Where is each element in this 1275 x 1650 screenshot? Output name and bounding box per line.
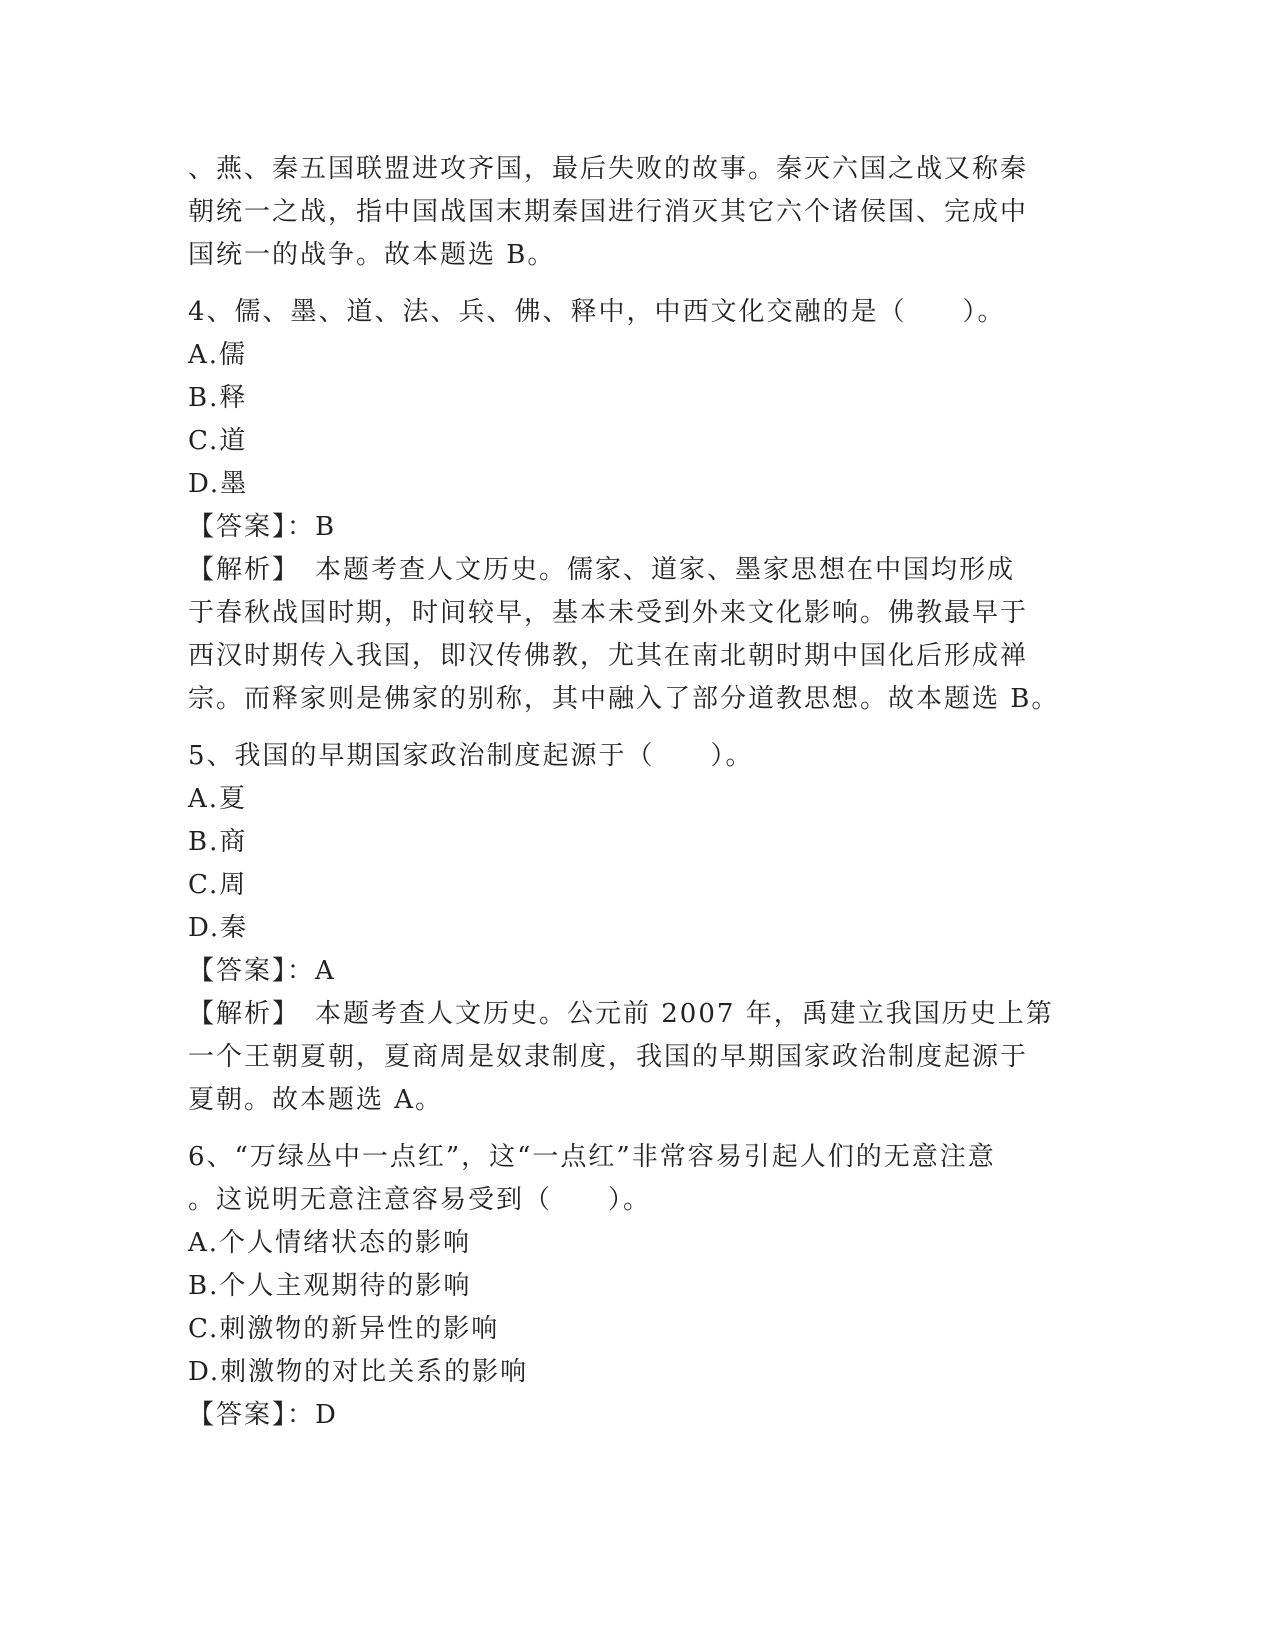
question-text: 6、“万绿丛中一点红”，这“一点红”非常容易引起人们的无意注意 [188,1142,996,1172]
option-d: D.墨 [188,469,249,499]
question-text: 5、我国的早期国家政治制度起源于（ ）。 [188,741,754,771]
option-b: B.商 [188,827,248,857]
option-b: B.释 [188,383,248,413]
option-d: D.秦 [188,913,249,943]
question-6 [188,1136,1068,1437]
analysis-line: 西汉时期传入我国，即汉传佛教，尤其在南北朝时期中国化后形成禅 [188,641,1029,671]
option-d: D.刺激物的对比关系的影响 [188,1357,529,1387]
question-text: 。这说明无意注意容易受到（ ）。 [188,1185,652,1215]
answer: 【答案】：A [188,956,336,986]
question-4 [188,291,1068,721]
answer: 【答案】：D [188,1400,338,1430]
question-text: 4、儒、墨、道、法、兵、佛、释中，中西文化交融的是（ ）。 [188,297,1006,327]
option-c: C.道 [188,426,248,456]
paragraph-line: 国统一的战争。故本题选 B。 [188,240,556,270]
paragraph-line: 、燕、秦五国联盟进攻齐国，最后失败的故事。秦灭六国之战又称秦 [188,154,1029,184]
option-a: A.儒 [188,340,248,370]
analysis-line: 【解析】 本题考查人文历史。儒家、道家、墨家思想在中国均形成 [188,555,1016,585]
analysis-line: 于春秋战国时期，时间较早，基本未受到外来文化影响。佛教最早于 [188,598,1029,628]
answer: 【答案】：B [188,512,337,542]
document-page [188,148,1068,1437]
analysis-line: 【解析】 本题考查人文历史。公元前 2007 年，禹建立我国历史上第 [188,999,1054,1029]
intro-paragraph [188,148,1068,277]
paragraph-line: 朝统一之战，指中国战国末期秦国进行消灭其它六个诸侯国、完成中 [188,197,1029,227]
option-b: B.个人主观期待的影响 [188,1271,472,1301]
analysis-line: 夏朝。故本题选 A。 [188,1085,444,1115]
analysis-line: 宗。而释家则是佛家的别称，其中融入了部分道教思想。故本题选 B。 [188,684,1060,714]
option-c: C.刺激物的新异性的影响 [188,1314,500,1344]
analysis-line: 一个王朝夏朝，夏商周是奴隶制度，我国的早期国家政治制度起源于 [188,1042,1029,1072]
option-a: A.个人情绪状态的影响 [188,1228,472,1258]
option-c: C.周 [188,870,248,900]
option-a: A.夏 [188,784,248,814]
question-5 [188,735,1068,1122]
